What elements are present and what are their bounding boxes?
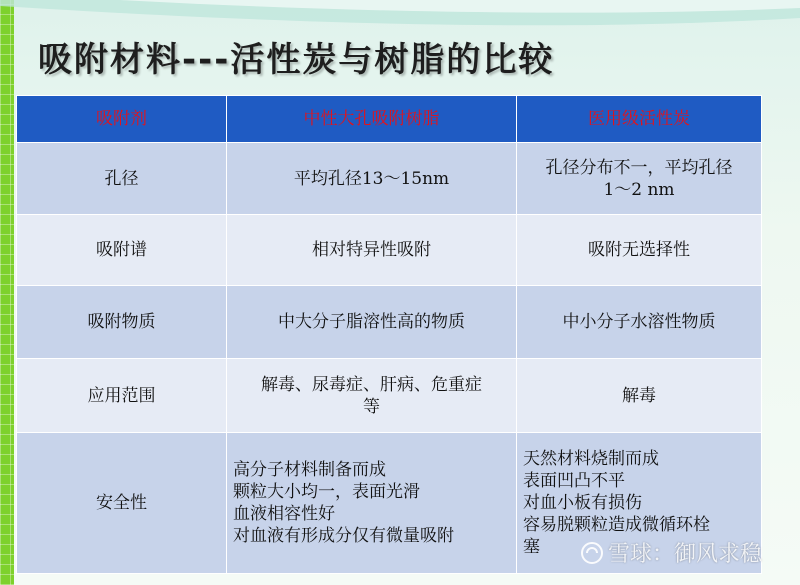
row-label: 吸附谱 [17,215,227,286]
header-resin: 中性大孔吸附树脂 [227,96,517,143]
cell-line: 相对特异性吸附 [312,240,431,260]
table-row [17,215,762,286]
cell-line: 中小分子水溶性物质 [562,312,716,332]
table-header-row [17,96,762,143]
cell-line: 表面凹凸不平 [523,471,625,491]
row-label: 孔径 [17,143,227,215]
table-row [17,286,762,359]
resin-cell [227,286,517,359]
cell-line: 塞 [523,537,540,557]
row-label: 吸附物质 [17,286,227,359]
header-carbon: 医用级活性炭 [517,96,762,143]
comparison-table [16,95,762,574]
cell-line: 平均孔径13～15nm [293,168,450,189]
cell-line: 孔径分布不一，平均孔径 [545,157,733,178]
table-row [17,359,762,433]
cell-line: 天然材料烧制而成 [523,449,659,469]
cell-line: 等 [363,396,380,417]
cell-line: 吸附无选择性 [588,240,690,260]
carbon-cell [517,359,762,433]
cell-line: 容易脱颗粒造成微循环栓 [523,515,710,535]
cell-line: 血液相容性好 [233,504,335,524]
slide-title: 吸附材料---活性炭与树脂的比较 [38,40,555,80]
resin-cell [227,215,517,286]
cell-line: 1～2 nm [603,179,675,200]
cell-line: 对血液有形成分仅有微量吸附 [233,526,454,546]
row-label: 安全性 [17,433,227,574]
watermark [580,537,780,573]
snowball-icon [580,541,604,565]
cell-line: 解毒 [622,385,656,406]
table-row [17,143,762,215]
watermark-text: 雪球：御风求稳 [608,542,763,567]
cell-line: 颗粒大小均一，表面光滑 [233,482,420,502]
cell-line: 中大分子脂溶性高的物质 [278,312,465,332]
carbon-cell [517,215,762,286]
carbon-cell [517,143,762,215]
cell-line: 解毒、尿毒症、肝病、危重症 [261,374,482,395]
cell-line: 对血小板有损伤 [523,493,642,513]
cell-line: 高分子材料制备而成 [233,460,386,480]
resin-cell [227,143,517,215]
resin-cell [227,359,517,433]
row-label: 应用范围 [17,359,227,433]
resin-cell [227,433,517,574]
carbon-cell [517,286,762,359]
left-grid-strip [0,0,14,585]
header-adsorbent: 吸附剂 [17,96,227,143]
